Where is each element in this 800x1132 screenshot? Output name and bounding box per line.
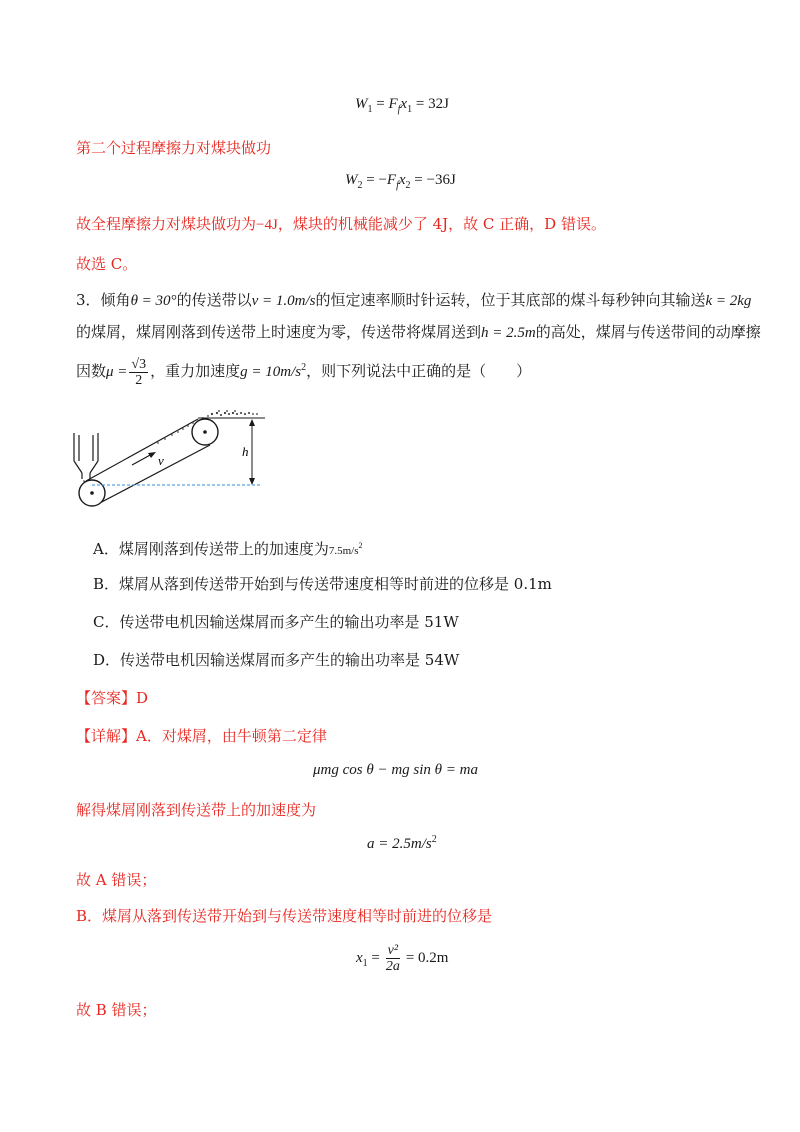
accel-line: 解得煤屑刚落到传送带上的加速度为 (76, 801, 317, 819)
eq-symbol: F (386, 172, 397, 188)
eq-sub: f (396, 180, 399, 191)
eq-text: μmg cos θ − mg sin θ = ma (313, 762, 479, 778)
eq-sub: f (397, 104, 401, 115)
conveyor-belt-figure (70, 405, 280, 530)
eq-symbol: W (345, 172, 358, 188)
second-process-line: 第二个过程摩擦力对煤块做功 (76, 139, 272, 157)
a-wrong-line: 故 A 错误； (76, 871, 157, 889)
option-text: 传送带电机因输送煤屑而多产生的输出功率是 54W (120, 651, 460, 669)
equation-w1: $W_1 = F_fx_1 = 32J$ (355, 96, 449, 115)
eq-text: a = 2.5m/s (367, 836, 432, 852)
option-b (93, 574, 552, 594)
mu-fraction (129, 357, 148, 388)
equation-newton (313, 762, 478, 779)
problem-line-2 (76, 322, 761, 343)
option-text: 煤屑刚落到传送带上的加速度为 (118, 540, 329, 558)
eq-symbol: x (398, 172, 406, 188)
eq-symbol: W (355, 96, 368, 112)
eq-sub: 1 (367, 104, 373, 115)
mass-rate-value: k = 2kg (705, 293, 752, 309)
answer-value: D (136, 689, 149, 707)
equation-displacement: $x_1$ = $\frac{\text{v²}}{2a}$ = 0.2m (356, 943, 449, 974)
b-wrong-line: 故 B 错误； (76, 1001, 157, 1019)
explanation-text: A．对煤屑，由牛顿第二定律 (136, 727, 327, 745)
equation-w2: $W_2 = -F_fx_2 = -36J$ (345, 172, 456, 191)
eq-sub: 1 (362, 957, 368, 969)
problem-text: 的煤屑，煤屑刚落到传送带上时速度为零，传送带将煤屑送到 (76, 323, 482, 341)
option-label: B． (93, 575, 120, 593)
equation-accel (367, 834, 437, 853)
velocity-arrow-icon (132, 454, 152, 465)
mu-denominator: 2 (135, 372, 143, 388)
explanation-tag: 【详解】 (76, 727, 137, 745)
option-label: C． (93, 613, 120, 631)
option-text: 煤屑从落到传送带开始到与传送带速度相等时前进的位移是 0.1m (119, 575, 552, 593)
choose-c-line: 故选 C。 (76, 255, 138, 273)
problem-text: 的高处，煤屑与传送带间的动摩擦 (535, 323, 761, 341)
problem-text: 的传送带以 (176, 291, 252, 309)
height-value: h = 2.5m (481, 325, 536, 341)
option-value: 7.5m/s (328, 545, 359, 557)
explanation-intro (76, 726, 327, 746)
option-d (93, 650, 459, 670)
conclusion-text-2: ，煤块的机械能减少了 4J，故 C 正确，D 错误。 (277, 215, 606, 233)
eq-symbol: F (388, 96, 398, 112)
eq-symbol: x (356, 949, 363, 966)
label-v: v (158, 453, 164, 468)
conclusion-value: −4J (256, 217, 278, 233)
eq-symbol: x (400, 96, 408, 112)
problem-line-1 (76, 290, 751, 311)
bottom-pulley-icon (79, 480, 105, 506)
eq-value: = 0.2m (405, 949, 449, 966)
eq-numerator: v² (387, 943, 399, 958)
eq-sub: 2 (405, 180, 411, 191)
velocity-value: v = 1.0m/s (251, 293, 316, 309)
eq-fraction (386, 943, 400, 974)
problem-text: 倾角 (100, 291, 131, 309)
theta-value: θ = 30° (130, 293, 177, 309)
problem-text: ，则下列说法中正确的是（ ） (306, 362, 532, 380)
conclusion-line (76, 214, 606, 235)
mu-numerator: √3 (131, 356, 147, 372)
option-c (93, 612, 459, 632)
eq-sub: 2 (357, 180, 363, 191)
gravity-value: g = 10m/s (240, 364, 302, 380)
option-label: D． (93, 651, 121, 669)
eq-denominator: 2a (385, 959, 400, 974)
eq-exponent: 2 (431, 834, 437, 845)
eq-value: −36J (426, 172, 456, 188)
label-h: h (242, 444, 249, 459)
problem-text: ，重力加速度 (150, 362, 241, 380)
top-pulley-icon (192, 419, 218, 445)
coal-hopper-icon (74, 433, 98, 479)
answer-line (76, 688, 148, 708)
problem-line-3 (76, 352, 531, 388)
problem-text: 的恒定速率顺时针运转，位于其底部的煤斗每秒钟向其输送 (315, 291, 706, 309)
conclusion-text: 故全程摩擦力对煤块做功为 (76, 215, 257, 233)
option-exponent: 2 (358, 541, 363, 550)
eq-sub: 1 (407, 104, 413, 115)
b-line: B．煤屑从落到传送带开始到与传送带速度相等时前进的位移是 (76, 907, 493, 925)
gravity-exponent: 2 (301, 362, 307, 373)
problem-number: 3． (76, 291, 101, 309)
eq-value: 32J (428, 96, 449, 112)
option-text: 传送带电机因输送煤屑而多产生的输出功率是 51W (119, 613, 459, 631)
answer-tag: 【答案】 (76, 689, 137, 707)
option-label: A． (93, 540, 119, 558)
mu-symbol: μ = (106, 364, 128, 380)
problem-text: 因数 (76, 362, 107, 380)
option-a (93, 536, 363, 561)
